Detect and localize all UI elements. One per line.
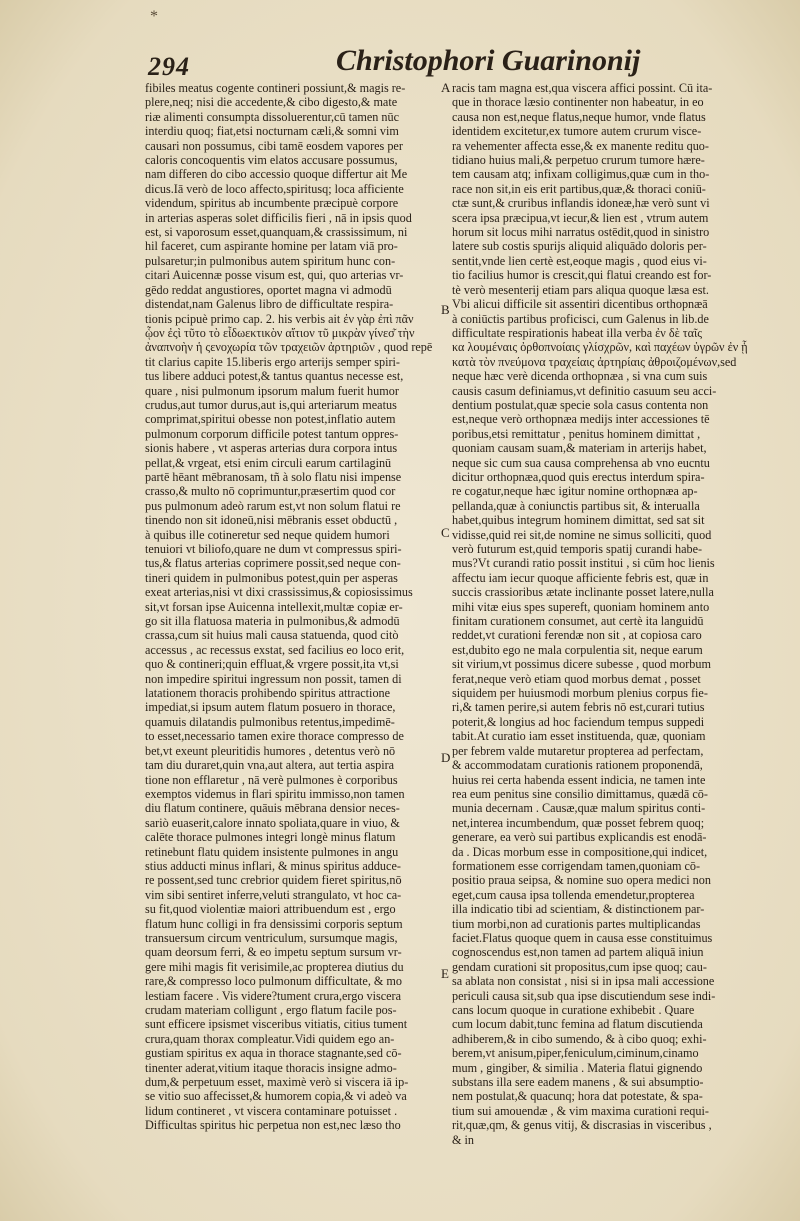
text-line: crasso,& multo nō coprimuntur,præsertim quod cor <box>145 484 396 499</box>
text-line: ἀναπνοὴν ἡ ςενοχωρία τῶν τραχειῶν ἀρτηριῶν , quod repē <box>145 340 433 355</box>
running-head: Christophori Guarinonij <box>336 44 641 77</box>
text-line: impediat,si ipsum autem flatum posuero in thorace, <box>145 700 396 715</box>
text-line: Vbi alicui difficile sit assentiri dicentibus orthopnæā <box>452 297 708 312</box>
text-line: gustiam spiritus ex aqua in thorace stagnante,sed cō- <box>145 1046 402 1061</box>
text-line: rea eum penitus sine consilio dimittamus, quædā cō- <box>452 786 708 801</box>
text-line: latere sub costis spurijs aliquid aliquādo doloris per- <box>452 239 707 254</box>
text-line: nam differen do cibo accessio quoque differtur ait Me <box>145 167 408 182</box>
text-line: scera ipsa præcipua,vt iecur,& lien est , vtrum autem <box>452 210 709 225</box>
text-line: vim sibi sentiret inferre,veluti strangulato, vt hoc ca- <box>145 887 402 902</box>
text-line: tio facilius humor is crescit,qui flatui creando est for- <box>452 268 712 283</box>
text-line: rare,& compresso loco pulmonum difficultate, & mo <box>145 974 403 989</box>
text-line: periculi causa sit,sub qua ipse discutiendum sese indi- <box>452 988 716 1003</box>
text-line: interdiu quoq; fiat,etsi nocturnam cæli,& somni vim <box>145 124 399 139</box>
text-line: exemptos videmus in flari spiritu immisso,non tamen <box>145 786 405 801</box>
text-line: crura,quam thorax compleatur.Vidi quidem ego an- <box>145 1031 395 1046</box>
text-line: to esset,necessario tamen exire thorace compresso de <box>145 729 404 744</box>
text-line: affectu iam iecur quoque afficiente febris est, quæ in <box>452 570 709 585</box>
text-line: gendam curationi sit propositus,cum ipse quoq; cau- <box>452 959 707 974</box>
text-line: latationem thoracis prohibendo spiritus attractione <box>145 686 391 701</box>
text-line: ᾧον ἐςὶ τῦτο τὸ εἶδωεκτικὸν αἴτιον τῦ μικρὰν γίνεσ͂ τὴν <box>145 325 415 340</box>
text-line: tam diu duraret,quin vna,aut altera, aut tertia aspira <box>145 758 395 773</box>
text-line: pulsaretur;in pulmonibus autem spiritum hunc con- <box>145 253 396 268</box>
text-line: pulmonum corporum difficile potest tantum oppres- <box>145 426 399 441</box>
text-line: tidiano huius mali,& perpetuo crurum tumore hære- <box>452 153 705 168</box>
text-line: citari Auicennæ posse visum est, qui, quo arterias vr- <box>145 268 404 283</box>
text-line: à coniūctis partibus proficisci, cum Galenus in lib.de <box>452 311 709 326</box>
text-line: Difficultas spiritus hic perpetua non est,nec læso tho <box>145 1118 401 1133</box>
text-line: retinebunt flatu quidem insistente pulmones in angu <box>145 844 399 859</box>
text-line: berem,vt anisum,piper,feniculum,ciminum,cinamo <box>452 1046 699 1061</box>
text-line: re cogatur,neque hæc igitur nomine orthopnæa ap- <box>452 484 698 499</box>
text-line: ri,& tamen perire,si autem febris nō est,curari tutius <box>452 700 705 715</box>
text-line: horum sit locus mihi narratus ostēdit,quod in sinistro <box>452 225 710 240</box>
text-line: munia decernam . Causæ,quæ malum spiritus conti- <box>452 801 706 816</box>
text-line: lidum contineret , vt viscera contaminare potuisset . <box>145 1103 398 1118</box>
text-line: quare , nisi pulmonum ipsorum malum fuerit humor <box>145 383 399 398</box>
text-line: quam deorsum ferri, & eo impetu septum sursum vr- <box>145 945 402 960</box>
text-line: tus libere adduci potest,& tantus quantus necesse est, <box>145 369 404 384</box>
text-line: pus pulmonum adeò rarum est,vt non solum flatui re <box>145 498 401 513</box>
text-line: tit clarius capite 15.liberis ergo arterijs semper spiri- <box>145 354 400 369</box>
text-line: sionis habere , vt asperas arterias dura corpora intus <box>145 441 398 456</box>
text-line: poribus,etsi remittatur , penitus hominem dimittat , <box>452 426 701 441</box>
text-line: finitam curationem consumet, aut certè ita languidū <box>452 614 704 629</box>
text-line: dicitur orthopnæa,quod quis erectus interdum spira- <box>452 469 705 484</box>
text-line: dum,& perpetuum esset, maximè verò si viscera iā ip- <box>145 1075 409 1090</box>
margin-letter-c: C <box>441 525 450 540</box>
text-line: dicus.Iā verò de loco affecto,spiritusq; loca afficiente <box>145 181 404 196</box>
text-line: sit,vt forsan ipse Auicenna intellexit,multæ copiæ er- <box>145 599 403 614</box>
text-line: neque hæc verè dicenda orthopnæa , si vna cum suis <box>452 369 708 384</box>
margin-letter-e: E <box>441 966 449 981</box>
text-line: est,dubito ego ne mala corpulentia sit, neque earum <box>452 642 703 657</box>
text-line: sa ablata non consistat , nisi si in ipsa mali accessione <box>452 974 715 989</box>
text-line: pellat,& vrgeat, etsi enim circuli earum cartilaginū <box>145 455 392 470</box>
text-line: tionis pcipuè primo cap. 2. his verbis ait ἐν γὰρ ἐπὶ πᾶν <box>145 311 414 326</box>
text-line: distendat,nam Galenus libro de difficultate respira- <box>145 297 394 312</box>
text-line: hil faceret, cum aspirante homine per latam viā pro- <box>145 239 398 254</box>
text-line: calēte thorace pulmones integri longè minus flatum <box>145 830 396 845</box>
text-line: crudus,aut tumor durus,aut is,qui arteriarum meatus <box>145 397 397 412</box>
text-line: & in <box>452 1132 475 1147</box>
text-line: gere mihi magis fit verisimile,ac propterea diutius du <box>145 959 404 974</box>
text-line: sariò euaserit,calore innato spoliata,quare in viuo, & <box>145 815 400 830</box>
text-line: crassa,cum sit huius mali causa statuenda, quod citò <box>145 628 399 643</box>
text-line: tenuiori vt biliofo,quare ne dum vt compressus spiri- <box>145 542 402 556</box>
left-text-column <box>145 81 435 1133</box>
text-line: causis casum definiamus,vt definitio casuum seu acci- <box>452 383 717 398</box>
text-line: reddet,vt curationi ferendæ non sit , at copiosa caro <box>452 628 702 643</box>
text-line: habet,quibus integrum hominem dimittat, sed sat sit <box>452 513 705 528</box>
text-line: ctæ sunt,& cruribus inflandis idoneæ,hæ verò sunt vi <box>452 196 710 211</box>
text-line: sunt efficere ipsismet visceribus vitiatis, citius tument <box>145 1017 408 1032</box>
text-line: mus?Vt curandi ratio possit institui , si cūm hoc lienis <box>452 556 715 571</box>
text-line: sit virium,vt possimus dicere subesse , quod morbum <box>452 657 711 672</box>
text-line: racis tam magna est,qua viscera affici possint. Cū ita- <box>452 81 713 95</box>
text-line: eget,cum causa ipsa tollenda emendetur,propterea <box>452 887 695 902</box>
text-line: exeat arterias,nisi vt dixi crassissimus,& copiosissimus <box>145 585 413 600</box>
text-line: mum , gingiber, & similia . Materia flatui gignendo <box>452 1060 703 1075</box>
text-line: transuersum circum ventriculum, sursumque magis, <box>145 930 398 945</box>
text-line: illa indicatio tibi ad scientiam, & distinctionem par- <box>452 902 705 917</box>
text-line: neque sic cum sua causa comprehensa ab vno eucntu <box>452 455 710 470</box>
text-line: bet,vt exeunt pleuritidis humores , detentus verò nō <box>145 743 396 758</box>
page-number: 294 <box>148 52 190 81</box>
text-line: tem causam atq; infixam colligimus,quæ cum in tho- <box>452 167 710 182</box>
text-line: verò futurum est,quid temporis spatij curandi habe- <box>452 542 703 556</box>
text-line: positio praua seipsa, & nomine suo opera medici non <box>452 873 711 888</box>
text-line: succis crassioribus ætate inclinante posset latere,nulla <box>452 585 714 600</box>
text-line: tinenter aderat,vitium itaque thoracis insigne admo- <box>145 1060 397 1075</box>
text-line: tinendo non sit idoneū,nisi mēbranis esset obductū , <box>145 513 398 528</box>
text-line: plere,neq; nisi die accedente,& cibo digesto,& mate <box>145 95 398 110</box>
text-line: que in thorace læsio continenter non habeatur, in eo <box>452 95 704 110</box>
text-line: substans illa sere eadem manens , & sui absumptio- <box>452 1075 704 1090</box>
text-line: causari non possumus, cibi tamē eosdem vapores per <box>145 138 403 153</box>
text-line: quamuis dilatandis pulmonibus retentus,impedimē- <box>145 714 395 729</box>
text-line: causa non est,neque flatus,neque humor, vnde flatus <box>452 109 706 124</box>
text-line: est,neque verò orthopnæa medijs inter accessiones tē <box>452 412 710 427</box>
text-line: tabit.At curatio iam esset instituenda, quæ, quoniam <box>452 729 706 744</box>
text-line: à quibus ille cotineretur sed neque quidem humori <box>145 527 390 542</box>
text-line: videndum, spiritus ab incumbente præcipuè corpore <box>145 196 399 211</box>
right-text-column <box>452 81 770 1147</box>
text-line: κα λουμέναις ὀρθοπνοίαις γλίσχρῶν, καὶ παχέων ὑγρῶν ἐν ᾗ <box>452 340 748 355</box>
text-line: faciet.Flatus quoque quem in causa esse constituimus <box>452 930 713 945</box>
text-line: formationem esse corrigendam tamen,quoniam cō- <box>452 858 701 873</box>
text-line: ferat,neque verò etiam quod morbus demat , posset <box>452 671 701 686</box>
text-line: gēdo reddat angustiores, oportet magna vi admodū <box>145 282 392 297</box>
text-line: κατὰ τὸν πνεύμονα τραχείαις ἀρτηρίαις ἀθροιζομένων,sed <box>452 354 737 369</box>
text-line: diu flatum continere, quāuis mēbrana densior neces- <box>145 801 400 816</box>
text-line: stius adducti minus inflari, & minus spiritus adduce- <box>145 858 401 873</box>
text-line: non impedire spiritui ingressum non possit, tamen di <box>145 671 402 686</box>
text-line: caloris concoquentis vim elatos accusare possumus, <box>145 153 398 168</box>
text-line: accessus , ac recessus exstat, sed facilius eo loco erit, <box>145 642 405 657</box>
text-line: quoniam causam suam,& materiam in arterijs habet, <box>452 441 707 456</box>
text-line: cum locum dabit,tunc femina ad flatum discutienda <box>452 1017 703 1032</box>
text-line: adhiberem,& in cibo sumendo, & à cibo quoq; exhi- <box>452 1031 707 1046</box>
text-line: huius rei certa habenda essent indicia, ne tamen inte <box>452 772 706 787</box>
text-line: se vitio suo affecisset,& humorem copia,& vi adeò va <box>145 1089 407 1104</box>
text-line: comprimat,spiritui obesse non potest,inflatio autem <box>145 412 396 427</box>
text-line: poterit,& longius ad hoc faciendum tempus suppedi <box>452 714 705 729</box>
margin-letter-d: D <box>441 750 451 765</box>
text-line: tineri quidem in pulmonibus potest,quin per asperas <box>145 570 398 585</box>
margin-letter-b: B <box>441 302 450 317</box>
text-line: partē hēant mēbranosam, tñ à solo flatu nisi impense <box>145 469 402 484</box>
text-line: net,interea incumbendum, quæ posset febrem quoq; <box>452 815 705 830</box>
text-line: difficultate respirationis habeat illa verba ἐν δὲ ταῖς <box>452 325 703 340</box>
text-line: dentium postulat,quæ specie sola casus contenta non <box>452 397 709 412</box>
text-line: lestiam facere . Vis videre?tument crura,ergo viscera <box>145 988 401 1003</box>
text-line: est, si vaporosum esset,quanquam,& crassissimum, ni <box>145 225 408 240</box>
text-line: cans locum quoque in curatione exhibebit . Quare <box>452 1003 695 1017</box>
text-line: in arterias asperas solet difficilis fieri , nā in ipsis quod <box>145 210 412 225</box>
text-line: fibiles meatus cogente contineri possiunt,& magis re- <box>145 81 406 95</box>
text-line: ra vehementer affecta esse,& ex manente reditu quo- <box>452 138 709 153</box>
text-line: tione non efflaretur , nā verè pulmones è corporibus <box>145 772 398 787</box>
text-line: re possent,sed tunc crebrior quidem fieret spiritus,nō <box>145 873 402 888</box>
text-line: tè verò mesenterij etiam pars aliqua quoque læsa est. <box>452 282 709 297</box>
text-line: cognoscendus est,non tamen ad partem aliquā iniun <box>452 945 704 960</box>
text-line: per febrem valde mutaretur propterea ad perfectam, <box>452 743 704 758</box>
text-line: identidem excitetur,ex tumore autem crurum visce- <box>452 124 702 139</box>
text-line: go sit illa flatuosa materia in pulmonibus,& admodū <box>145 614 400 629</box>
text-line: quo & contineri;quin effluat,& vrgere possit,ita vt,si <box>145 657 399 672</box>
text-line: da . Dicas morbum esse in compositione,qui indicet, <box>452 844 708 859</box>
text-line: & accommodatam curationis rationem proponendā, <box>452 758 703 773</box>
text-line: nem postulat,& quacunq; hora dat potestate, & spa- <box>452 1089 703 1104</box>
text-line: sentit,vnde lien certè est,eoque magis , quod eius vi- <box>452 253 707 268</box>
text-line: siquidem per huiusmodi morbum plenius corpus fie- <box>452 686 708 701</box>
text-line: su fit,quod violentiæ maiori attribuendum est , ergo <box>145 902 396 917</box>
text-line: vidisse,quid rei sit,de nomine ne simus solliciti, quod <box>452 527 712 542</box>
corner-mark: * <box>150 8 158 25</box>
text-line: riæ alimenti consumpta dissoluerentur,cū tamen nūc <box>145 109 400 124</box>
text-line: race non sit,in eis erit partibus,quæ,& thoraci coniū- <box>452 181 706 196</box>
margin-letter-a: A <box>441 80 451 95</box>
text-line: generare, ea verò sui partibus explicandis est enodā- <box>452 830 707 845</box>
text-line: tium morbi,non ad curationis partes multiplicandas <box>452 916 701 931</box>
text-line: rit,quæ,qm, & genus vitij, & discrasias in visceribus , <box>452 1118 712 1133</box>
text-line: pellanda,quæ à coniunctis partibus sit, & interualla <box>452 498 700 513</box>
text-line: mihi vitæ eius spes supereft, quoniam hominem anto <box>452 599 710 614</box>
text-line: tus,& flatus arterias coprimere possit,sed neque con- <box>145 556 401 571</box>
text-line: tium sui amouendæ , & vim maxima curationi requi- <box>452 1103 709 1118</box>
text-line: flatum hunc colligi in fra densissimi corporis septum <box>145 916 403 931</box>
text-line: crudam materiam colligunt , ergo flatum facile pos- <box>145 1003 397 1017</box>
